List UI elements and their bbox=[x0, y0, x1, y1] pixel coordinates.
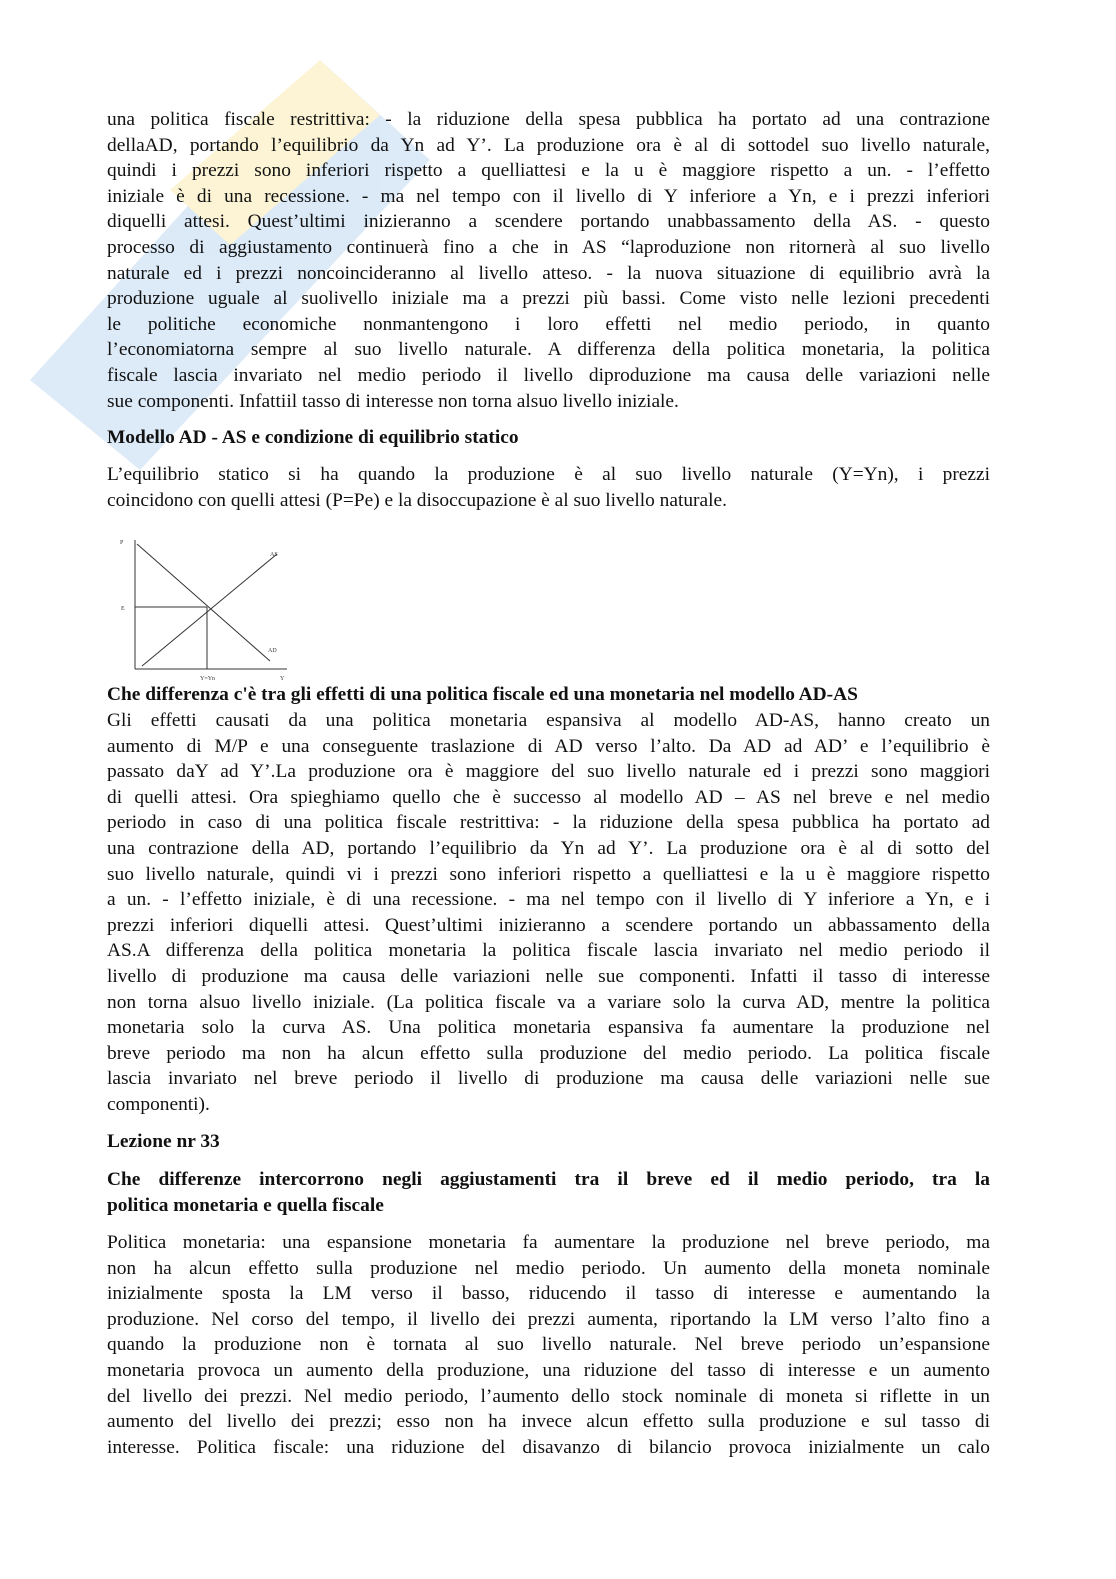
text-line: non torna alsuo livello iniziale. (La politica fiscale va a variare solo la curva AD, mentre la politica bbox=[107, 991, 990, 1013]
text-line: suo livello naturale, quindi vi i prezzi sono inferiori rispetto a quelliattesi e la u è maggiore rispetto bbox=[107, 863, 990, 885]
text-line: una politica fiscale restrittiva: - la riduzione della spesa pubblica ha portato ad una contrazione bbox=[107, 109, 990, 130]
text-line: a un. - l’effetto iniziale, è di una recessione. - ma nel tempo con il livello di Y inferiore a Yn, e i bbox=[107, 889, 990, 911]
text-line: periodo in caso di una politica fiscale restrittiva: - la riduzione della spesa pubblica ha portato ad bbox=[107, 812, 990, 834]
text-line: componenti). bbox=[107, 1093, 210, 1115]
text-line: AS.A differenza della politica monetaria la politica fiscale lascia invariato nel medio periodo il bbox=[107, 940, 990, 962]
as-label: AS bbox=[270, 552, 278, 558]
text-line: Politica monetaria: una espansione monetaria fa aumentare la produzione nel breve periodo, ma bbox=[107, 1232, 990, 1253]
text-line: lascia invariato nel breve periodo il livello di produzione ma causa delle variazioni nelle sue bbox=[107, 1068, 990, 1090]
heading-lezione-33 bbox=[107, 1129, 990, 1155]
y-axis-label: Y bbox=[280, 676, 285, 682]
text-line: inizialmente sposta la LM verso il basso, riducendo il tasso di interesse e aumentando la bbox=[107, 1283, 990, 1305]
text-line: quindi i prezzi sono inferiori rispetto a quelliattesi e la u è maggiore rispetto a un. - l’effetto bbox=[107, 160, 990, 182]
text-line: interesse. Politica fiscale: una riduzione del disavanzo di bilancio provoca inizialmente un calo bbox=[107, 1436, 990, 1458]
text-line: L’equilibrio statico si ha quando la produzione è al suo livello naturale (Y=Yn), i prezzi bbox=[107, 464, 990, 485]
text-line: Gli effetti causati da una politica monetaria espansiva al modello AD-AS, hanno creato un bbox=[107, 710, 990, 731]
text-line: dellaAD, portando l’equilibrio da Yn ad Y’. La produzione ora è al di sottodel suo livello naturale, bbox=[107, 134, 990, 156]
heading-equilibrio-statico bbox=[107, 425, 990, 451]
text-line: quando la produzione non è tornata al suo livello naturale. Nel breve periodo un’espansione bbox=[107, 1334, 990, 1356]
text-line: le politiche economiche nonmantengono i loro effetti nel medio periodo, in quanto bbox=[107, 313, 990, 335]
text-line: Modello AD - AS e condizione di equilibrio statico bbox=[107, 427, 519, 448]
e-label: E bbox=[121, 606, 125, 612]
text-line: aumento del livello dei prezzi; esso non ha invece alcun effetto sulla produzione e sul tasso di bbox=[107, 1411, 990, 1433]
text-line: aumento di M/P e una conseguente traslazione di AD verso l’alto. Da AD ad AD’ e l’equilibrio è bbox=[107, 735, 990, 757]
text-line: coincidono con quelli attesi (P=Pe) e la disoccupazione è al suo livello naturale. bbox=[107, 489, 727, 511]
text-line: Che differenza c'è tra gli effetti di una politica fiscale ed una monetaria nel modello AD-AS bbox=[107, 684, 858, 705]
text-line: produzione uguale al suolivello iniziale ma a prezzi più bassi. Come visto nelle lezioni precedenti bbox=[107, 288, 990, 310]
yn-label: Y=Yn bbox=[200, 676, 216, 682]
text-line: del livello dei prezzi. Nel medio periodo, l’aumento dello stock nominale di moneta si riflette in un bbox=[107, 1385, 990, 1407]
text-line: di quelli attesi. Ora spieghiamo quello che è successo al modello AD – AS nel breve e nel medio bbox=[107, 786, 990, 808]
ad-label: AD bbox=[268, 648, 277, 654]
text-line: passato daY ad Y’.La produzione ora è maggiore del suo livello naturale ed i prezzi sono maggiori bbox=[107, 761, 990, 783]
paragraph-4 bbox=[107, 1230, 990, 1460]
heading-differenze-aggiustamenti bbox=[107, 1167, 990, 1218]
ad-curve bbox=[137, 544, 270, 661]
text-line: naturale ed i prezzi noncoincideranno al livello atteso. - la nuova situazione di equilibrio avrà la bbox=[107, 262, 990, 284]
text-line: Che differenze intercorrono negli aggiustamenti tra il breve ed il medio periodo, tra la bbox=[107, 1169, 990, 1190]
paragraph-2 bbox=[107, 462, 990, 513]
text-line: monetaria solo la curva AS. Una politica monetaria espansiva fa aumentare la produzione nel bbox=[107, 1017, 990, 1039]
ad-as-diagram bbox=[112, 534, 292, 684]
text-line: fiscale lascia invariato nel medio periodo il livello diproduzione ma causa delle variazioni nelle bbox=[107, 364, 990, 386]
text-line: una contrazione della AD, portando l’equilibrio da Yn ad Y’. La produzione ora è al di sotto del bbox=[107, 837, 990, 859]
text-line: sue componenti. Infattiil tasso di interesse non torna alsuo livello iniziale. bbox=[107, 390, 679, 412]
text-line: breve periodo ma non ha alcun effetto sulla produzione del medio periodo. La politica fiscale bbox=[107, 1042, 990, 1064]
text-line: monetaria provoca un aumento della produzione, una riduzione del tasso di interesse e un aumento bbox=[107, 1359, 990, 1381]
paragraph-3 bbox=[107, 708, 990, 1118]
text-line: produzione. Nel corso del tempo, il livello dei prezzi aumenta, riportando la LM verso l’alto fino a bbox=[107, 1308, 990, 1330]
heading-differenza-effetti bbox=[107, 682, 990, 708]
text-line: processo di aggiustamento continuerà fino a che in AS “laproduzione non ritornerà al suo livello bbox=[107, 236, 990, 258]
text-line: prezzi inferiori diquelli attesi. Quest’ultimi inizieranno a scendere portando un abbassamento della bbox=[107, 914, 990, 936]
text-line: politica monetaria e quella fiscale bbox=[107, 1194, 384, 1216]
paragraph-1 bbox=[107, 107, 990, 414]
text-line: non ha alcun effetto sulla produzione nel medio periodo. Un aumento della moneta nominale bbox=[107, 1257, 990, 1279]
text-line: diquelli attesi. Quest’ultimi inizieranno a scendere portando unabbassamento della AS. - questo bbox=[107, 211, 990, 233]
text-line: iniziale è di una recessione. - ma nel tempo con il livello di Y inferiore a Yn, e i prezzi inferiori bbox=[107, 185, 990, 207]
text-line: livello di produzione ma causa delle variazioni nelle sue componenti. Infatti il tasso di interesse bbox=[107, 965, 990, 987]
text-line: l’economiatorna sempre al suo livello naturale. A differenza della politica monetaria, la politica bbox=[107, 339, 990, 361]
p-axis-label: P bbox=[120, 540, 124, 546]
text-line: Lezione nr 33 bbox=[107, 1131, 220, 1152]
